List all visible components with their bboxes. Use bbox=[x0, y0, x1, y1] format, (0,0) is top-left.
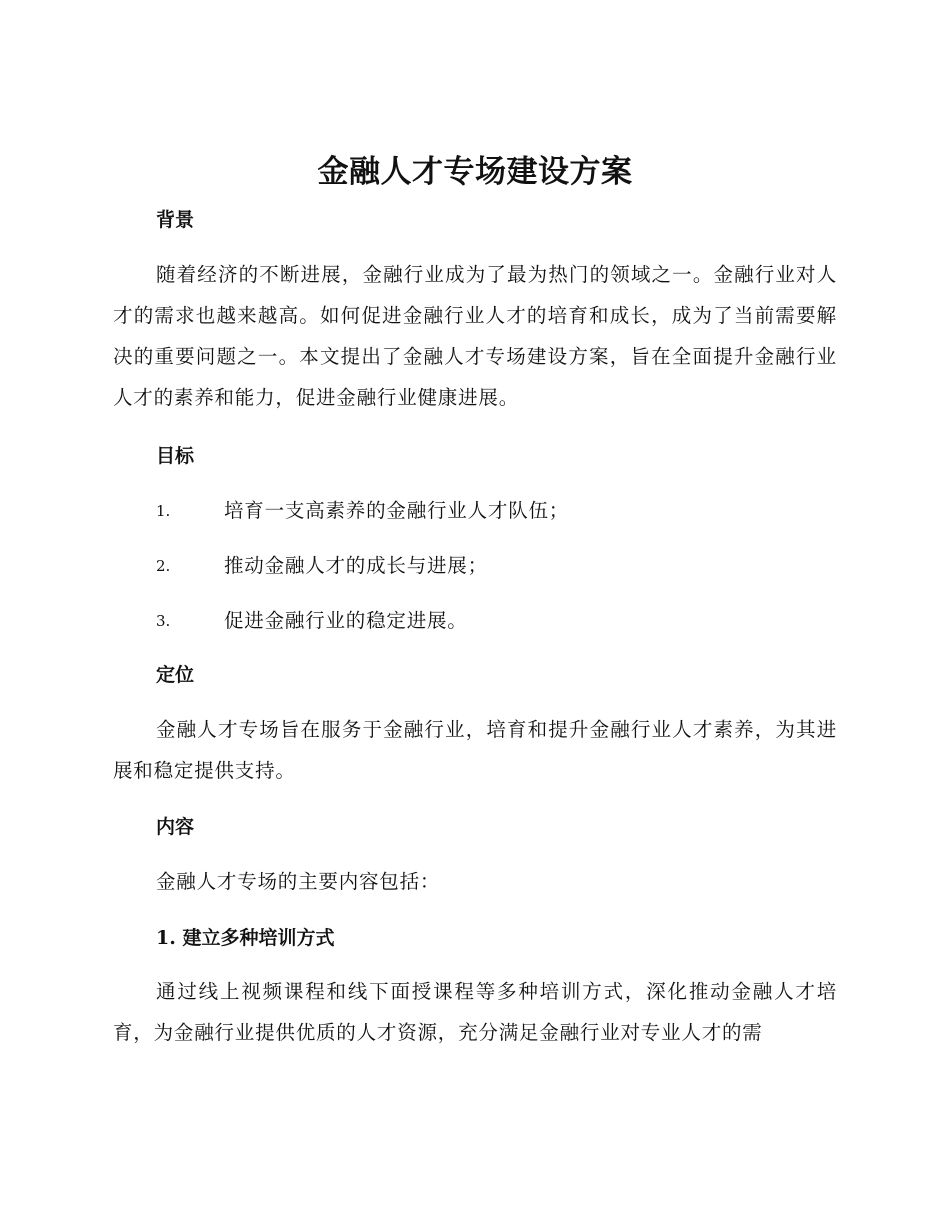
goal-number-2: 2. bbox=[156, 557, 171, 575]
goal-number-3: 3. bbox=[156, 612, 171, 630]
section-heading-background: 背景 bbox=[156, 209, 195, 231]
goal-number-1: 1. bbox=[156, 502, 171, 520]
background-paragraph: 随着经济的不断进展，金融行业成为了最为热门的领域之一。金融行业对人才的需求也越来越高。如何促进金融行业人才的培育和成长，成为了当前需要解决的重要问题之一。本文提出了金融人才专场建设方案，旨在全面提升金融行业人才的素养和能力，促进金融行业健康进展。 bbox=[113, 263, 837, 409]
training-paragraph: 通过线上视频课程和线下面授课程等多种培训方式，深化推动金融人才培育，为金融行业提供优质的人才资源，充分满足金融行业对专业人才的需 bbox=[113, 980, 837, 1044]
section-heading-goals: 目标 bbox=[156, 445, 195, 467]
section-heading-positioning: 定位 bbox=[156, 664, 195, 686]
content-intro: 金融人才专场的主要内容包括： bbox=[156, 870, 441, 893]
document-title: 金融人才专场建设方案 bbox=[317, 154, 633, 190]
goal-text-2: 推动金融人才的成长与进展； bbox=[224, 554, 488, 577]
positioning-paragraph: 金融人才专场旨在服务于金融行业，培育和提升金融行业人才素养，为其进展和稳定提供支持。 bbox=[113, 718, 837, 782]
goal-text-3: 促进金融行业的稳定进展。 bbox=[224, 609, 468, 632]
goal-text-1: 培育一支高素养的金融行业人才队伍； bbox=[224, 499, 570, 522]
subsection-heading-training: 1. 建立多种培训方式 bbox=[156, 927, 335, 949]
section-heading-content: 内容 bbox=[156, 816, 195, 838]
